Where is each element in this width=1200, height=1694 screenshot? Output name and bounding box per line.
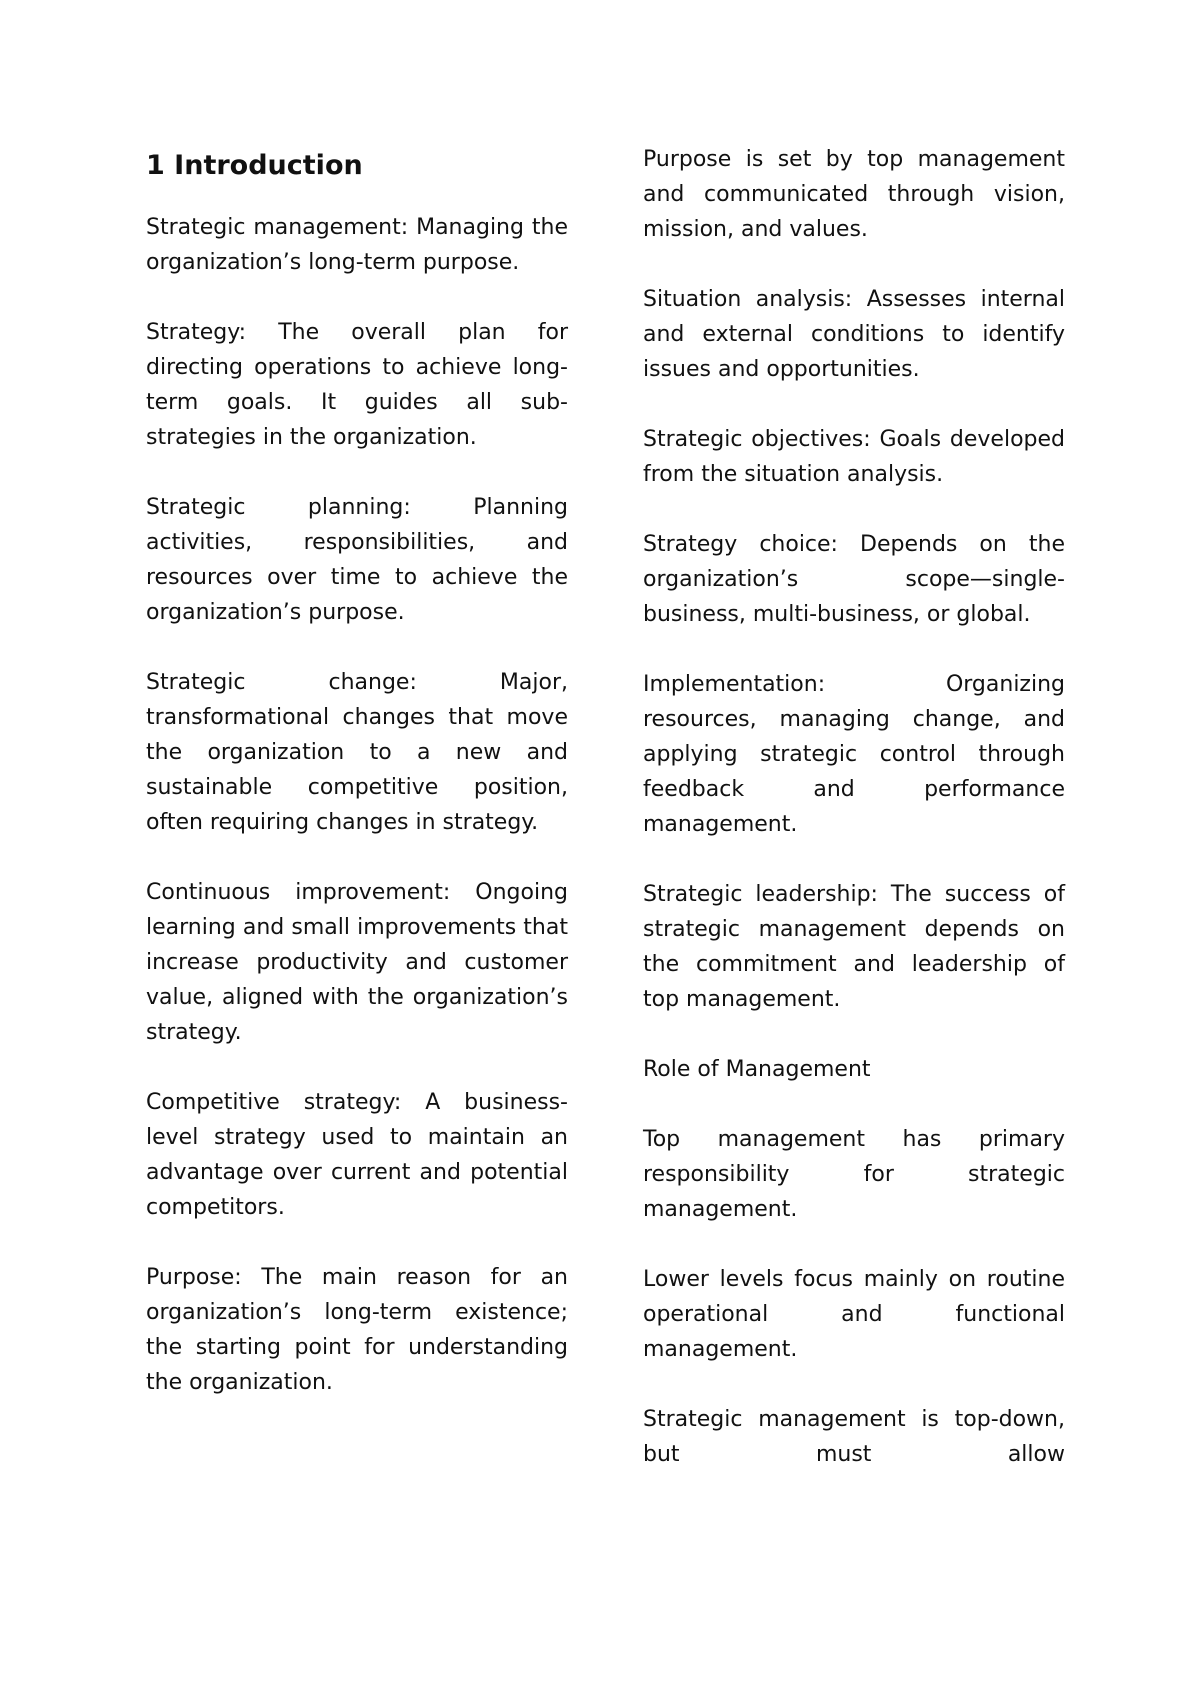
right-column <box>643 142 1065 1507</box>
paragraph-continuous-improvement: Continuous improvement: Ongoing learning and small improvements that increase productivity and customer value, aligned with the organization’s strategy. <box>146 880 568 1045</box>
left-column <box>146 142 568 1435</box>
paragraph-implementation: Implementation: Organizing resources, managing change, and applying strategic control through feedback and performance management. <box>643 672 1065 837</box>
paragraph-strategic-planning: Strategic planning: Planning activities, responsibilities, and resources over time to achieve the organization’s purpose. <box>146 495 568 625</box>
section-title: 1 Introduction <box>146 150 363 181</box>
paragraph-purpose-set: Purpose is set by top management and communicated through vision, mission, and values. <box>643 147 1065 242</box>
paragraph-strategy: Strategy: The overall plan for directing operations to achieve long-term goals. It guides all sub-strategies in the organization. <box>146 320 568 450</box>
paragraph-lower-levels: Lower levels focus mainly on routine operational and functional management. <box>643 1267 1065 1362</box>
paragraph-competitive-strategy: Competitive strategy: A business-level strategy used to maintain an advantage over current and potential competitors. <box>146 1090 568 1220</box>
paragraph-strategic-management: Strategic management: Managing the organization’s long-term purpose. <box>146 215 568 275</box>
paragraph-situation-analysis: Situation analysis: Assesses internal and external conditions to identify issues and opportunities. <box>643 287 1065 382</box>
paragraph-top-down: Strategic management is top-down, but must allow <box>643 1407 1065 1467</box>
paragraph-strategic-objectives: Strategic objectives: Goals developed from the situation analysis. <box>643 427 1065 487</box>
subheading-role-of-management: Role of Management <box>643 1057 871 1082</box>
paragraph-purpose: Purpose: The main reason for an organization’s long-term existence; the starting point for understanding the organization. <box>146 1265 568 1395</box>
paragraph-strategic-leadership: Strategic leadership: The success of strategic management depends on the commitment and leadership of top management. <box>643 882 1065 1012</box>
paragraph-strategic-change: Strategic change: Major, transformational changes that move the organization to a new and sustainable competitive position, often requiring changes in strategy. <box>146 670 568 835</box>
paragraph-top-management: Top management has primary responsibility for strategic management. <box>643 1127 1065 1222</box>
paragraph-strategy-choice: Strategy choice: Depends on the organization’s scope—single-business, multi-business, or global. <box>643 532 1065 627</box>
